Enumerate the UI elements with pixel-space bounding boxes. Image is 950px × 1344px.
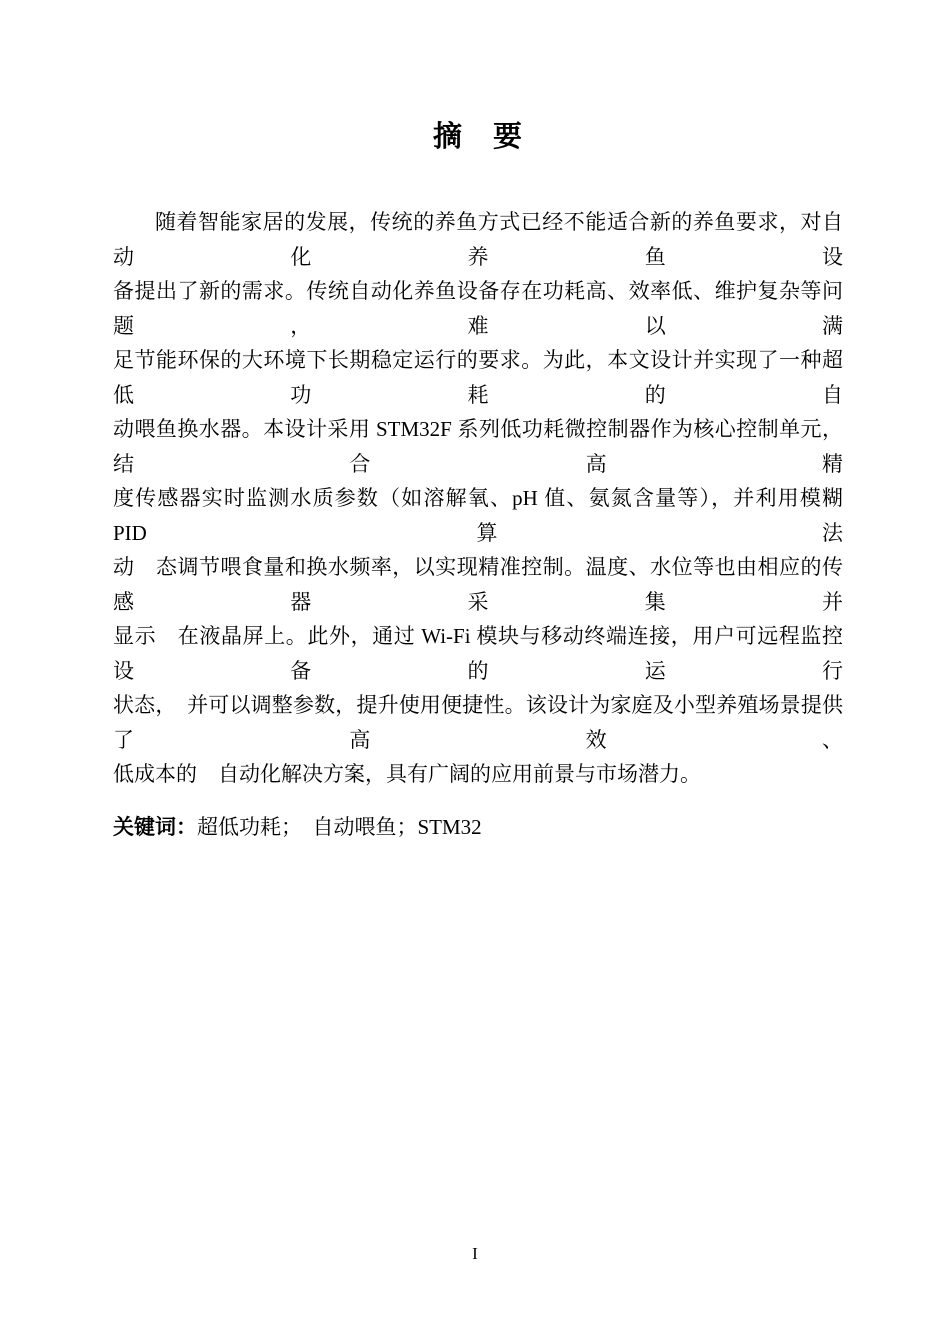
page-number: I (472, 1244, 478, 1263)
page-title: 摘 要 (432, 121, 523, 153)
abstract-line-7: 显示 在液晶屏上。此外，通过 Wi-Fi 模块与移动终端连接，用户可远程监控设备的运行 (113, 624, 843, 683)
abstract-line-8: 状态， 并可以调整参数，提升使用便捷性。该设计为家庭及小型养殖场景提供了高效、 (113, 693, 843, 752)
abstract-line-2: 备提出了新的需求。传统自动化养鱼设备存在功耗高、效率低、维护复杂等问题，难以满 (113, 279, 843, 338)
abstract-line-1: 随着智能家居的发展，传统的养鱼方式已经不能适合新的养鱼要求，对自动化养鱼设 (113, 210, 843, 269)
abstract-line-4: 动喂鱼换水器。本设计采用 STM32F 系列低功耗微控制器作为核心控制单元，结合高精 (113, 417, 843, 476)
abstract-line-3: 足节能环保的大环境下长期稳定运行的要求。为此，本文设计并实现了一种超低功耗的自 (113, 348, 843, 407)
abstract-line-6: 动 态调节喂食量和换水频率，以实现精准控制。温度、水位等也由相应的传感器采集并 (113, 555, 843, 614)
keywords-label: 关键词： (113, 815, 197, 839)
keywords-value: 超低功耗； 自动喂鱼；STM32 (197, 814, 482, 839)
abstract-line-9: 低成本的 自动化解决方案，具有广阔的应用前景与市场潜力。 (113, 762, 701, 786)
page-content (113, 0, 849, 845)
keywords-line (113, 810, 843, 846)
abstract-paragraph (113, 205, 849, 792)
abstract-line-5: 度传感器实时监测水质参数（如溶解氧、pH 值、氨氮含量等），并利用模糊 PID 算法 (113, 486, 849, 545)
